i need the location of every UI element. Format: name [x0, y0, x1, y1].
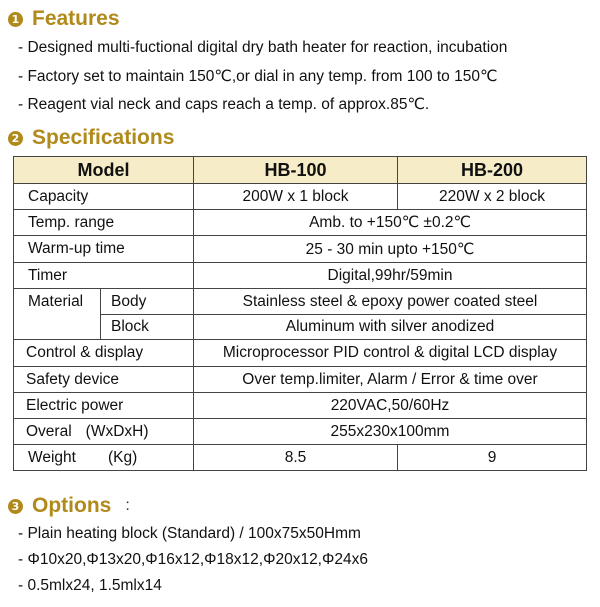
row-label-text: Weight [28, 448, 76, 466]
row-label: Control & display [14, 340, 194, 367]
number-badge-icon: 3 [8, 499, 23, 514]
cell-value: 25 - 30 min upto +150℃ [194, 236, 587, 263]
specifications-table [13, 156, 587, 471]
row-label: Temp. range [14, 210, 194, 236]
cell-value: 9 [398, 445, 587, 471]
specifications-title: Specifications [32, 126, 175, 149]
cell-value: Digital,99hr/59min [194, 263, 587, 289]
row-label-text: Overal [26, 422, 72, 440]
sub-label: Body [101, 289, 194, 315]
table-row [14, 367, 587, 393]
cell-value: Amb. to +150℃ ±0.2℃ [194, 210, 587, 236]
table-row [14, 184, 587, 210]
table-row [14, 393, 587, 419]
option-item: - 0.5mlx24, 1.5mlx14 [18, 577, 162, 594]
feature-item: - Factory set to maintain 150℃,or dial in any temp. from 100 to 150℃ [18, 68, 498, 85]
table-row [14, 289, 587, 315]
row-label-unit: (WxDxH) [85, 422, 149, 440]
specifications-heading [8, 126, 174, 150]
options-heading [8, 494, 130, 518]
table-row [14, 340, 587, 367]
option-item: - Plain heating block (Standard) / 100x75x50Hmm [18, 525, 361, 542]
table-row [14, 419, 587, 445]
feature-item: - Designed multi-fuctional digital dry bath heater for reaction, incubation [18, 39, 508, 56]
row-label-unit: (Kg) [107, 448, 138, 466]
hb100-header: HB-100 [194, 157, 398, 184]
row-label: Electric power [14, 393, 194, 419]
row-label: Timer [14, 263, 194, 289]
cell-value: Over temp.limiter, Alarm / Error & time over [194, 367, 587, 393]
cell-value: 220W x 2 block [398, 184, 587, 210]
number-badge-icon: 1 [8, 12, 23, 27]
sub-label: Block [101, 315, 194, 340]
number-badge-icon: 2 [8, 131, 23, 146]
feature-item: - Reagent vial neck and caps reach a temp. of approx.85℃. [18, 96, 430, 113]
table-row [14, 263, 587, 289]
table-row [14, 445, 587, 471]
options-title: Options [32, 494, 112, 517]
features-title: Features [32, 7, 120, 30]
option-item: - Φ10x20,Φ13x20,Φ16x12,Φ18x12,Φ20x12,Φ24x6 [18, 551, 368, 568]
cell-value: Aluminum with silver anodized [194, 315, 587, 340]
row-label [14, 445, 194, 471]
table-row [14, 210, 587, 236]
cell-value: 255x230x100mm [194, 419, 587, 445]
table-row [14, 236, 587, 263]
table-header-row [14, 157, 587, 184]
features-heading [8, 7, 120, 31]
cell-value: 220VAC,50/60Hz [194, 393, 587, 419]
row-label: Capacity [14, 184, 194, 210]
model-header: Model [14, 157, 194, 184]
cell-value: Microprocessor PID control & digital LCD display [194, 340, 587, 367]
row-label: Warm-up time [14, 236, 194, 263]
cell-value: 8.5 [194, 445, 398, 471]
hb200-header: HB-200 [398, 157, 587, 184]
options-colon: : [125, 497, 130, 514]
row-label [14, 419, 194, 445]
row-label: Safety device [14, 367, 194, 393]
cell-value: Stainless steel & epoxy power coated steel [194, 289, 587, 315]
cell-value: 200W x 1 block [194, 184, 398, 210]
row-label: Material [14, 289, 101, 340]
